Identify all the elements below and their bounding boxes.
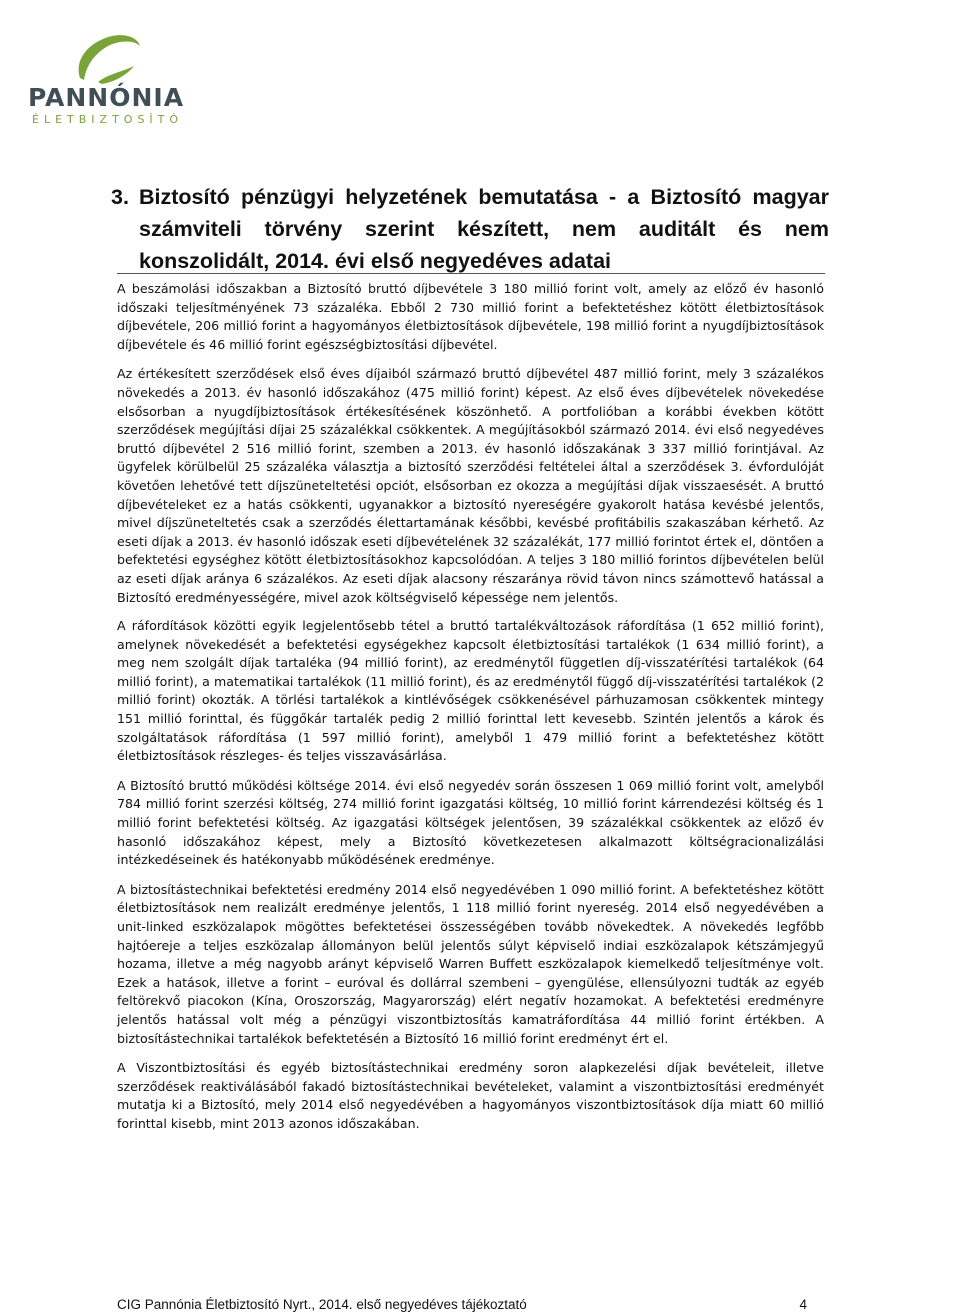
document-body	[117, 280, 824, 1145]
paragraph-operating-costs: A Biztosító bruttó működési költsége 2014. évi első negyedév során összesen 1 069 millió forint volt, amelyből 784 millió forint szerzési költség, 274 millió forint igazgatási költség, 10 millió forint kárrendezési költség és 1 millió forint befektetési költség. Az igazgatási költségek jelentősen, 39 százalékkal csökkentek az előző év hasonló időszakához képest, mely a Biztosító következetesen alkalmazott költségracionalizálási intézkedéseinek és hatékonyabb működésének eredménye.	[117, 777, 824, 868]
paragraph-expenses: A ráfordítások közötti egyik legjelentősebb tétel a bruttó tartalékváltozások ráfordítása (1 652 millió forint), amelynek növekedését a befektetési egységekhez kapcsolt életbiztosítási tartalékok (1 634 millió forint), a meg nem szolgált díjak tartaléka (94 millió forint), az eredménytől független díj-visszatérítési tartalékok (64 millió forint), a matematikai tartalékok (11 millió forint), és az eredménytől függő díj-visszatérítési tartalékok (2 millió forint) okozták. A törlési tartalékok a kintlévőségek csökkenésével párhuzamosan csökkentek mintegy 151 millió forinttal, és függőkár tartalék pedig 2 millió forinttal lett kevesebb. Szintén jelentős a károk és szolgáltatások ráfordítása (1 597 millió forint), amelyből 1 479 millió forint a befektetéshez kötött életbiztosítások részleges- és teljes visszavásárlása.	[117, 618, 824, 764]
runner-icon	[22, 30, 212, 90]
paragraph-investment-result: A biztosítástechnikai befektetési eredmény 2014 első negyedévében 1 090 millió forint. A befektetéshez kötött életbiztosítások nem realizált eredménye jelentős, 1 118 millió forint nyereség. 2014 első negyedévében a unit-linked eszközalapok mögöttes befektetései összességében tovább növekedtek. A növekedés legfőbb hajtóereje a teljes eszközalap állományon belül jelentős súlyt képviselő indiai eszközalapok kétszámjegyű hozama, illetve a még nagyobb arányt képviselő Warren Buffett eszközalapok kiemelkedő teljesítménye volt. Ezek a hatások, illetve a forint – euróval és dollárral szembeni – gyengülése, ellensúlyozni tudták az egyéb feltörekvő piacokon (Kína, Oroszország, Magyarország) elért negatív hozamokat. A befektetési eredményre jelentős hatással volt még a pénzügyi viszontbiztosítás kamatráfordítása 44 millió forint értékben. A biztosítástechnikai tartalékok befektetésén a Biztosító 16 millió forint eredményt ért el.	[117, 881, 824, 1046]
page-footer	[117, 1297, 807, 1312]
paragraph-first-year-premiums: Az értékesített szerződések első éves díjaiból származó bruttó díjbevétel 487 millió forint, mely 3 százalékos növekedés a 2013. év hasonló időszakához (475 millió forint) képest. Az első éves díjbevételek növekedése elsősorban a nyugdíjbiztosítások értékesítésének köszönhető. A portfolióban a korábbi években kötött szerződések megújítási díjai 25 százalékkal csökkentek. A megújításokból származó 2014. évi első negyedéves bruttó díjbevétel 2 516 millió forint, szemben a 2013. év hasonló időszakának 3 337 millió forintjával. Az ügyfelek körülbelül 25 százaléka választja a biztosító szerződési feltételei által a szerződések 3. évfordulóját követően lehetővé tett díjszüneteltetési opciót, elsősorban ez okozza a megújítási díjak visszaesését. A bruttó díjbevételeket ez a hatás csökkenti, ugyanakkor a biztosító nyereségére gyakorolt hatása kevésbé jelentős, mivel díjszüneteltetés csak a szerződés élettartamának későbbi, kevésbé profitábilis szakaszában kérhető. Az eseti díjak a 2013. év hasonló időszak eseti díjbevételének 32 százalékát, 177 millió forintot értek el, döntően a befektetési egységhez kötött életbiztosításokhoz kapcsolódóan. A teljes 3 180 millió forintos díjbevételen belül az eseti díjak aránya 6 százalékos. Az eseti díjak alacsony részaránya rövid távon nincs számottevő hatással a Biztosító eredményességére, mivel azok költségviselő képessége nem jelentős.	[117, 366, 824, 605]
section-number: 3.	[111, 185, 129, 209]
section-title: Biztosító pénzügyi helyzetének bemutatása - a Biztosító magyar számviteli törvény szerint készített, nem auditált és nem konszolidált, 2014. évi első negyedéves adatai	[139, 185, 829, 273]
company-logo	[22, 30, 212, 130]
page-number: 4	[799, 1297, 807, 1312]
footer-text: CIG Pannónia Életbiztosító Nyrt., 2014. első negyedéves tájékoztató	[117, 1297, 527, 1312]
paragraph-reinsurance: A Viszontbiztosítási és egyéb biztosítástechnikai eredmény soron alapkezelési díjak bevételeit, illetve szerződések reaktiválásából fakadó biztosítástechnikai bevételeket, valamint a viszontbiztosítási eredményét mutatja ki a Biztosító, mely 2014 első negyedévében a hagyományos viszontbiztosítások díja miatt 60 millió forinttal kisebb, mint 2013 azonos időszakában.	[117, 1060, 824, 1131]
section-heading	[111, 181, 829, 277]
paragraph-premium-income: A beszámolási időszakban a Biztosító bruttó díjbevétele 3 180 millió forint volt, amely az előző év hasonló időszaki teljesítményének 73 százaléka. Ebből 2 730 millió forint a befektetéshez kötött életbiztosítások díjbevétele, 206 millió forint a hagyományos életbiztosítások díjbevétele, 198 millió forint a nyugdíjbiztosítások díjbevétele és 46 millió forint egészségbiztosítási díjbevétel.	[117, 281, 824, 352]
logo-wordmark: PANNÓNIA	[28, 83, 185, 112]
heading-divider	[117, 273, 825, 274]
logo-subtitle: ÉLETBIZTOSÍTÓ	[32, 113, 184, 126]
